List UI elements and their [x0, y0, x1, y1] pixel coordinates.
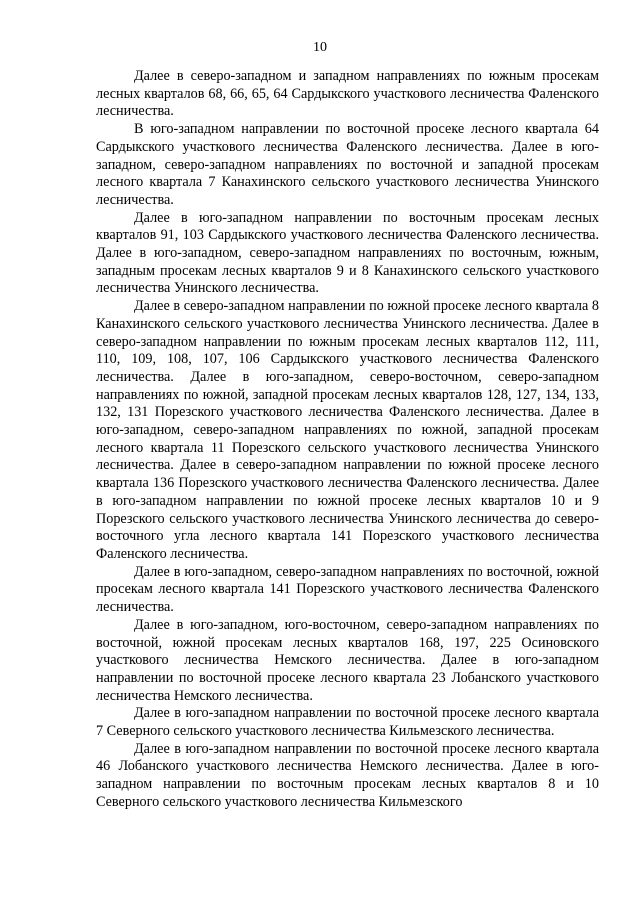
document-body — [96, 68, 599, 812]
paragraph: Далее в юго-западном, юго-восточном, северо-западном направлениях по восточной, южной просекам лесных кварталов 168, 197, 225 Осиновского участкового лесничества Немского лесничества. Далее в юго-западном направлении по восточной просеке лесного квартала 23 Лобанского участкового лесничества Немского лесничества. — [96, 616, 599, 704]
paragraph: Далее в юго-западном направлении по восточной просеке лесного квартала 7 Северного сельского участкового лесничества Кильмезского лесничества. — [96, 705, 599, 740]
paragraph: Далее в юго-западном, северо-западном направлениях по восточной, южной просекам лесного квартала 141 Порезского участкового лесничества Фаленского лесничества. — [96, 563, 599, 616]
paragraph: Далее в северо-западном направлении по южной просеке лесного квартала 8 Канахинского сельского участкового лесничества Унинского лесничества. Далее в северо-западном направлении по южным просекам лесных кварталов 112, 111, 110, 109, 108, 107, 106 Сардыкского участкового лесничества Фаленского лесничества. Далее в юго-западном, северо-восточном, северо-западном направлениях по южной, западной просекам лесных кварталов 128, 127, 134, 133, 132, 131 Порезского участкового лесничества Фаленского лесничества. Далее в юго-западном, северо-западном направлениях по южной, западной просекам лесного квартала 11 Порезского сельского участкового лесничества Унинского лесничества. Далее в северо-западном направлении по южной просеке лесного квартала 136 Порезского участкового лесничества Фаленского лесничества. Далее в юго-западном направлении по южной просеке лесных кварталов 10 и 9 Порезского сельского участкового лесничества Унинского лесничества до северо-восточного угла лесного квартала 141 Порезского участкового лесничества Фаленского лесничества. — [96, 298, 599, 562]
paragraph: Далее в юго-западном направлении по восточной просеке лесного квартала 46 Лобанского участкового лесничества Немского лесничества. Далее в юго-западном направлении по восточным просекам лесных кварталов 8 и 10 Северного сельского участкового лесничества Кильмезского — [96, 740, 599, 810]
page-number: 10 — [313, 40, 327, 55]
paragraph: В юго-западном направлении по восточной просеке лесного квартала 64 Сардыкского участкового лесничества Фаленского лесничества. Далее в юго-западном, северо-западном направлениях по восточной и западной просекам лесного квартала 7 Канахинского сельского участкового лесничества Унинского лесничества. — [96, 121, 599, 208]
paragraph: Далее в юго-западном направлении по восточным просекам лесных кварталов 91, 103 Сардыкского участкового лесничества Фаленского лесничества. Далее в юго-западном, северо-западном направлениях по восточным, южным, западным просекам лесных кварталов 9 и 8 Канахинского сельского участкового лесничества Унинского лесничества. — [96, 209, 599, 297]
paragraph: Далее в северо-западном и западном направлениях по южным просекам лесных кварталов 68, 66, 65, 64 Сардыкского участкового лесничества Фаленского лесничества. — [96, 68, 599, 120]
